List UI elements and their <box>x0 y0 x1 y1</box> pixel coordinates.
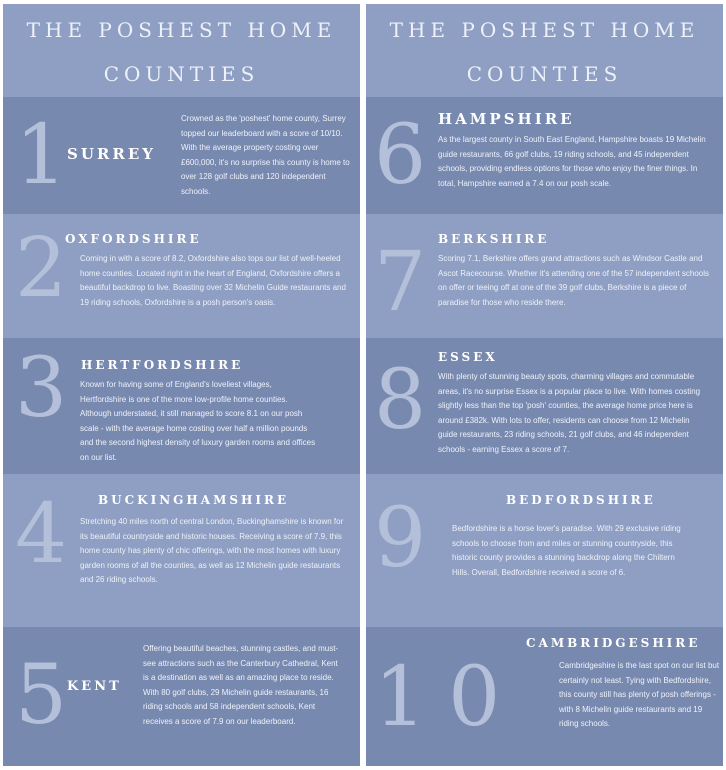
panel-header <box>3 4 360 97</box>
rank-number: 2 <box>15 221 68 316</box>
county-section-oxfordshire <box>3 214 360 338</box>
panel-header <box>366 4 723 97</box>
county-description: Cambridgeshire is the last spot on our list but certainly not least. Tying with Bedfordshire, this county still has plenty of posh offerings - with 8 Michelin guide restaurants and 19 riding schools. <box>559 661 720 728</box>
rank-number: 4 <box>15 487 68 582</box>
county-section-kent <box>3 627 360 766</box>
rank-number: 1 <box>15 108 68 203</box>
county-name: BEDFORDSHIRE <box>506 493 656 507</box>
county-name: KENT <box>67 679 122 694</box>
county-name: CAMBRIDGESHIRE <box>526 636 701 650</box>
county-description: Coming in with a score of 8.2, Oxfordshire also tops our list of well-heeled home counties. Located right in the heart of England, Oxfordshire offers a beautiful backdrop to live. Boasting over 32 Michelin Guide restaurants and 19 riding schools, Oxfordshire is a posh person's oasis. <box>80 254 346 307</box>
rank-number: 10 <box>374 650 523 745</box>
county-name: ESSEX <box>438 350 498 364</box>
infographic-panel-left <box>3 4 360 766</box>
panel-title-line1: THE POSHEST HOME <box>26 18 337 42</box>
panel-title-line2: COUNTIES <box>103 62 260 86</box>
county-name: HAMPSHIRE <box>438 110 575 128</box>
county-name: BERKSHIRE <box>438 232 550 246</box>
county-description: With plenty of stunning beauty spots, charming villages and commutable areas, it's no surprise Essex is a popular place to live. With homes costing slightly less than the top 'posh' counties, the average home price here is around £382k. With lots to offer, residents can choose from 12 Michelin guide restaurants, 23 riding schools, 21 golf clubs, and 46 independent schools - earning Essex a score of 7. <box>438 372 701 454</box>
panel-title-line2: COUNTIES <box>466 62 623 86</box>
county-name: BUCKINGHAMSHIRE <box>98 493 290 507</box>
county-name: HERTFORDSHIRE <box>81 358 244 372</box>
rank-number: 3 <box>15 341 68 436</box>
county-description: Known for having some of England's loveliest villages, Hertfordshire is one of the more low-profile home counties. Although understated, it still managed to score 8.1 on our posh scale - with the average home costing over half a million pounds and the second highest density of luxury garden rooms and offices on our list. <box>80 380 316 462</box>
county-description: Scoring 7.1, Berkshire offers grand attractions such as Windsor Castle and Ascot Racecourse. Whether it's attending one of the 57 independent schools on offer or teeing off at one of the 39 golf clubs, Berkshire is a piece of paradise for those who reside there. <box>438 254 710 307</box>
rank-number: 5 <box>15 648 68 743</box>
county-section-cambridgeshire <box>366 627 723 766</box>
county-name: SURREY <box>67 145 156 163</box>
county-section-buckinghamshire <box>3 474 360 627</box>
rank-number: 9 <box>374 491 427 586</box>
county-description: As the largest county in South East England, Hampshire boasts 19 Michelin guide restaurants, 66 golf clubs, 19 riding schools, and 45 independent schools, providing endless options for those who enjoy the finer things. In total, Hampshire earned a 7.4 on our posh scale. <box>438 135 706 188</box>
rank-number: 6 <box>374 108 427 203</box>
panel-title-line1: THE POSHEST HOME <box>389 18 700 42</box>
rank-number: 8 <box>374 353 427 448</box>
county-section-essex <box>366 338 723 474</box>
county-section-berkshire <box>366 214 723 338</box>
county-description: Offering beautiful beaches, stunning castles, and must-see attractions such as the Canterbury Cathedral, Kent is a destination as well as an amazing place to reside. With 80 golf clubs, 29 Michelin guide restaurants, 16 riding schools and 58 independent schools, Kent receives a score of 7.9 on our leaderboard. <box>143 644 339 726</box>
county-description: Bedfordshire is a horse lover's paradise. With 29 exclusive riding schools to choose from and miles or stunning countryside, this historic county provides a stunning backdrop along the Chiltern Hills. Overall, Bedfordshire received a score of 6. <box>452 524 681 577</box>
county-section-hampshire <box>366 97 723 214</box>
infographic-panel-right <box>366 4 723 766</box>
county-description: Stretching 40 miles north of central London, Buckinghamshire is known for its beautiful countryside and historic houses. Receiving a score of 7.9, this home county has plenty of chic offerings, with the most homes with luxury garden rooms of all the counties, as well as 12 Michelin guide restaurants and 26 riding schools. <box>80 517 344 584</box>
county-section-bedfordshire <box>366 474 723 627</box>
county-description: Crowned as the 'poshest' home county, Surrey topped our leaderboard with a score of 10/10. With the average property costing over £600,000, it's no surprise this county is home to over 128 golf clubs and 120 independent schools. <box>181 114 350 196</box>
county-section-hertfordshire <box>3 338 360 474</box>
county-name: OXFORDSHIRE <box>65 232 202 246</box>
county-section-surrey <box>3 97 360 214</box>
rank-number: 7 <box>374 235 427 330</box>
